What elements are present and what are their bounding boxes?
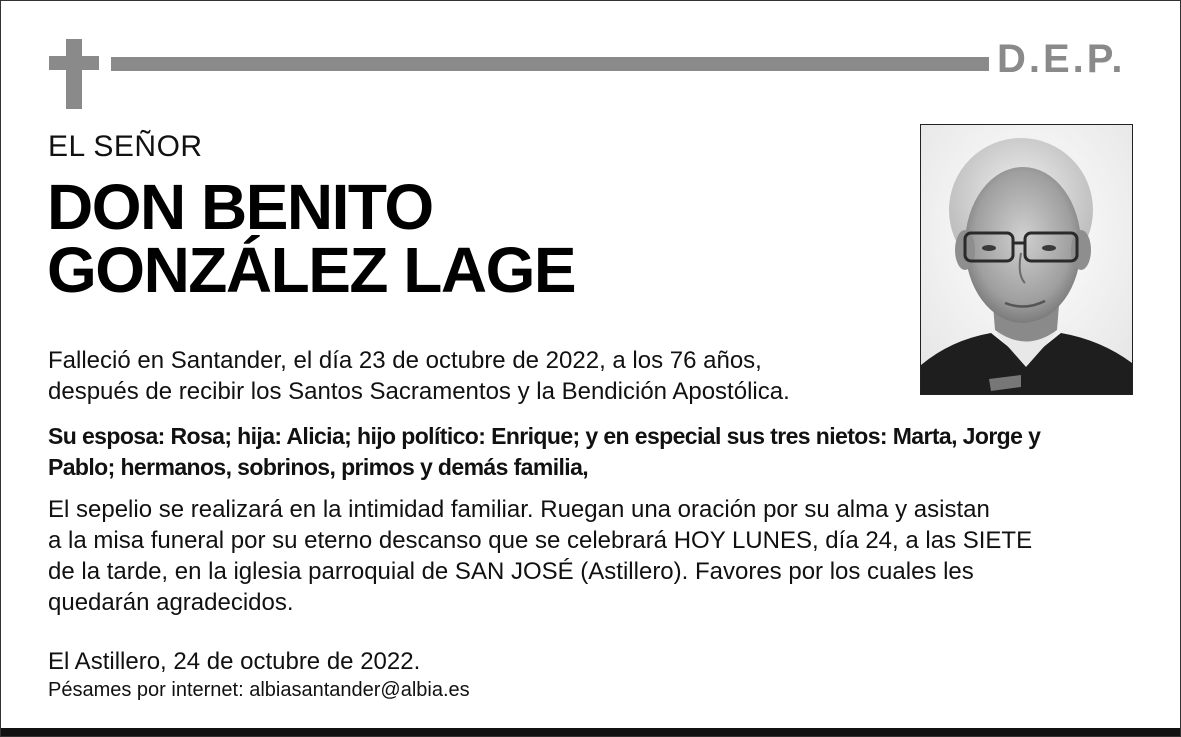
- funeral-line: a la misa funeral por su eterno descanso que se celebrará HOY LUNES, día 24, a las SIETE: [48, 527, 1033, 554]
- funeral-info: [48, 494, 1032, 618]
- funeral-line: de la tarde, en la iglesia parroquial de SAN JOSÉ (Astillero). Favores por los cuales les: [48, 558, 974, 585]
- honorific: EL SEÑOR: [48, 130, 203, 163]
- death-notice-line: Falleció en Santander, el día 23 de octubre de 2022, a los 76 años,: [48, 347, 762, 374]
- family-list: [48, 421, 1040, 483]
- funeral-line: quedarán agradecidos.: [48, 589, 294, 616]
- portrait-photo: [920, 124, 1133, 395]
- cross-icon: [49, 39, 99, 109]
- place-date: El Astillero, 24 de octubre de 2022.: [48, 648, 421, 675]
- deceased-name: [47, 171, 576, 306]
- header-rule: [111, 57, 989, 71]
- name-line: GONZÁLEZ LAGE: [47, 234, 576, 306]
- name-line: DON BENITO: [47, 171, 433, 243]
- death-notice: [48, 345, 790, 407]
- family-line: Su esposa: Rosa; hija: Alicia; hijo político: Enrique; y en especial sus tres nietos: Marta, Jorge y: [48, 423, 1041, 449]
- condolences-info: Pésames por internet: albiasantander@albia.es: [48, 679, 470, 701]
- bottom-rule: [1, 728, 1180, 736]
- death-notice-line: después de recibir los Santos Sacramentos y la Bendición Apostólica.: [48, 378, 790, 405]
- dep-heading: D.E.P.: [997, 37, 1126, 81]
- funeral-line: El sepelio se realizará en la intimidad familiar. Ruegan una oración por su alma y asistan: [48, 496, 990, 523]
- family-line: Pablo; hermanos, sobrinos, primos y demás familia,: [48, 454, 589, 480]
